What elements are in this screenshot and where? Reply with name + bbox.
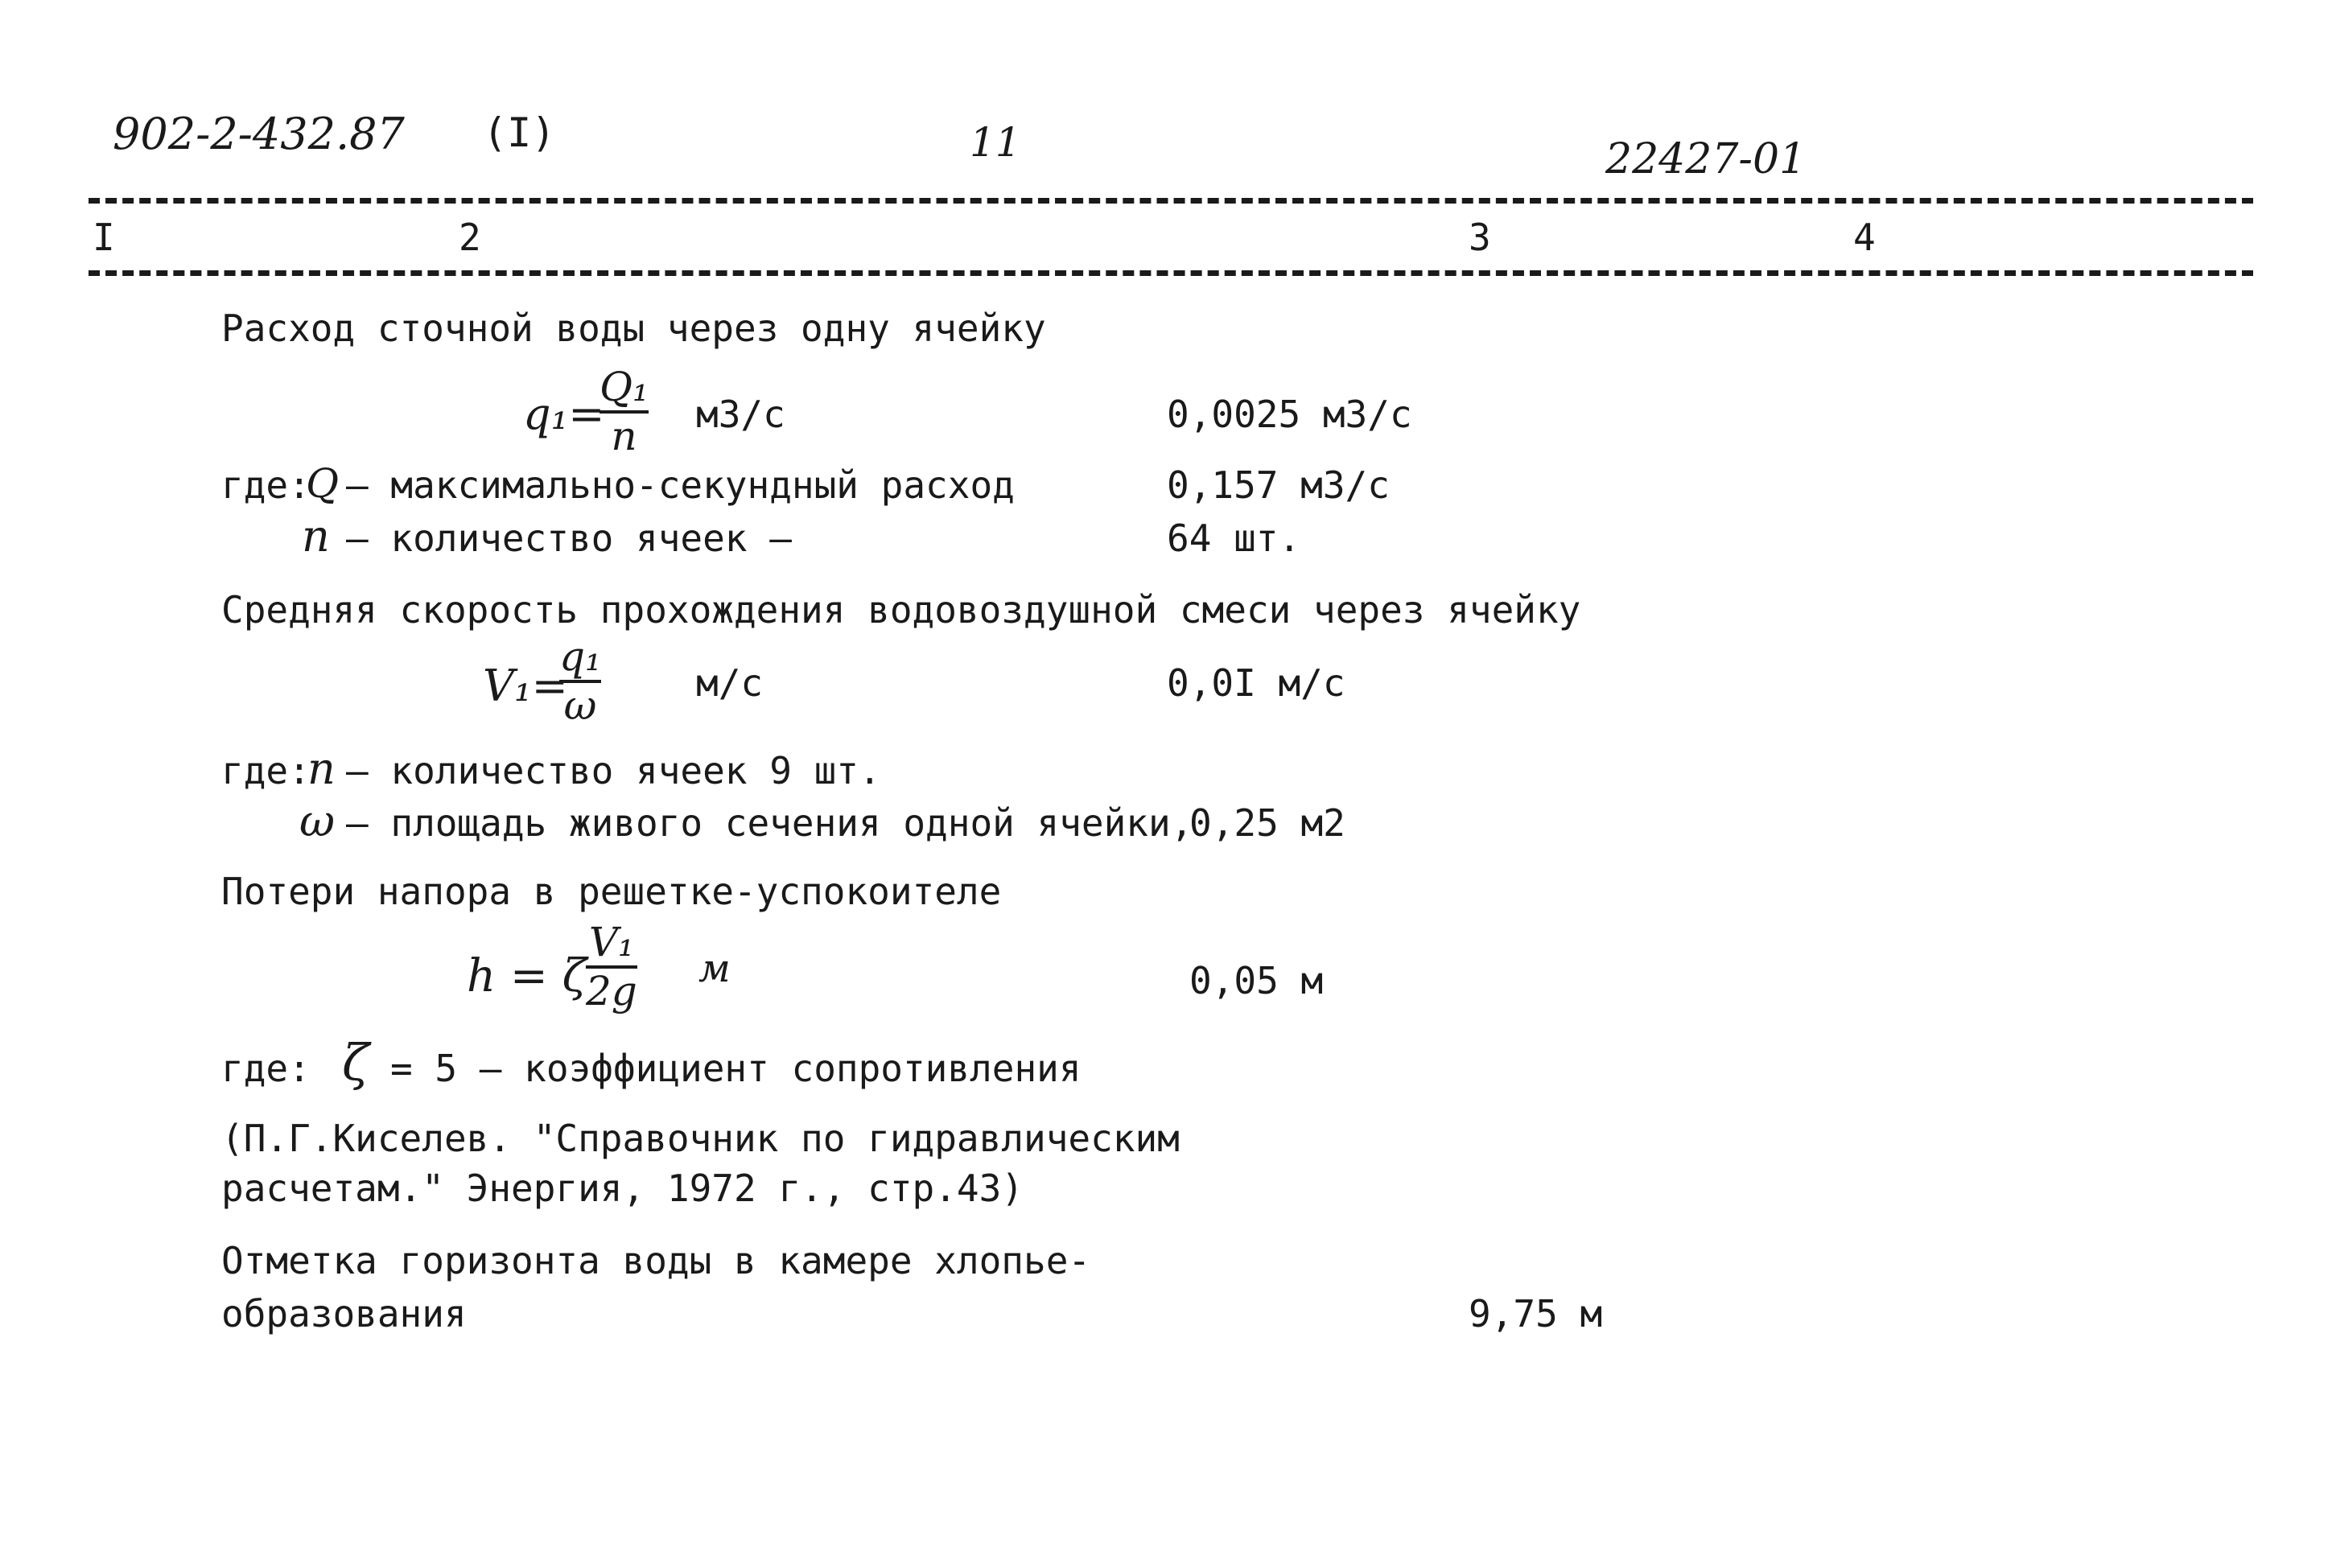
column-2-label: 2 — [459, 216, 481, 259]
header-rule-bottom — [89, 270, 2253, 276]
s1-fraction-denominator: n — [611, 412, 637, 459]
s3-reference-line-1: (П.Г.Киселев. "Справочник по гидравлическим — [221, 1117, 1180, 1160]
s3-fraction-denominator: 2g — [586, 967, 637, 1014]
s2-where-2-value: 0,25 м2 — [1189, 801, 1345, 845]
s4-line-1: Отметка горизонта воды в камере хлопье- — [221, 1239, 1091, 1282]
column-4-label: 4 — [1853, 216, 1876, 259]
s2-title: Средняя скорость прохождения водовоздушной смеси через ячейку — [221, 588, 1581, 632]
s2-where-label: где: — [221, 749, 311, 792]
s1-where-label: где: — [221, 463, 311, 507]
s2-where-2-symbol: ω — [299, 796, 336, 846]
s1-formula-lhs: q₁= — [523, 389, 605, 439]
s2-fraction-numerator: q₁ — [559, 633, 602, 680]
s2-where-1-symbol: n — [307, 743, 336, 794]
s2-where-2-text: – площадь живого сечения одной ячейки, — [346, 801, 1193, 845]
header-rule-top — [89, 198, 2253, 204]
s4-value: 9,75 м — [1469, 1292, 1603, 1335]
s3-reference-line-2: расчетам." Энергия, 1972 г., стр.43) — [221, 1167, 1024, 1210]
s1-where-1-symbol: Q — [306, 460, 339, 507]
inventory-code: 22427-01 — [1605, 135, 1807, 183]
s1-where-2-value: 64 шт. — [1167, 516, 1301, 560]
s1-where-2-symbol: n — [302, 511, 330, 562]
s2-formula-lhs: V₁= — [483, 661, 568, 711]
s2-where-1-text: – количество ячеек 9 шт. — [346, 749, 881, 792]
s4-line-2: образования — [221, 1292, 467, 1335]
s1-title: Расход сточной воды через одну ячейку — [221, 307, 1046, 350]
s3-fraction — [586, 921, 637, 1012]
s3-fraction-numerator: V₁ — [588, 919, 634, 965]
s1-formula-value: 0,0025 м3/с — [1167, 393, 1412, 436]
doc-code: 902-2-432.87 — [113, 109, 405, 159]
s2-fraction-denominator: ω — [563, 681, 597, 729]
s3-where-label: где: — [221, 1047, 311, 1090]
s1-where-1-value: 0,157 м3/с — [1167, 463, 1390, 507]
s3-title: Потери напора в решетке-успокоителе — [221, 870, 1002, 913]
s1-where-2-text: – количество ячеек – — [346, 516, 792, 560]
s2-formula-value: 0,0I м/с — [1167, 661, 1345, 705]
page-number: 11 — [970, 119, 1021, 166]
s3-formula-unit: м — [698, 946, 731, 991]
column-1-label: I — [93, 216, 115, 259]
s2-formula-unit: м/с — [696, 661, 764, 705]
column-3-label: 3 — [1469, 216, 1491, 259]
part-number: (I) — [483, 109, 556, 156]
s1-formula-unit: м3/с — [696, 393, 785, 436]
s1-fraction-numerator: Q₁ — [600, 364, 649, 410]
s3-where-symbol: ζ — [342, 1033, 369, 1092]
s3-where-text: = 5 – коэффициент сопротивления — [390, 1047, 1082, 1090]
s3-formula-value: 0,05 м — [1189, 959, 1324, 1002]
s1-fraction — [600, 366, 649, 457]
s3-formula-lhs: h = ζ — [467, 950, 587, 1002]
s1-where-1-text: – максимально-секундный расход — [346, 463, 1015, 507]
s2-fraction — [559, 633, 602, 729]
